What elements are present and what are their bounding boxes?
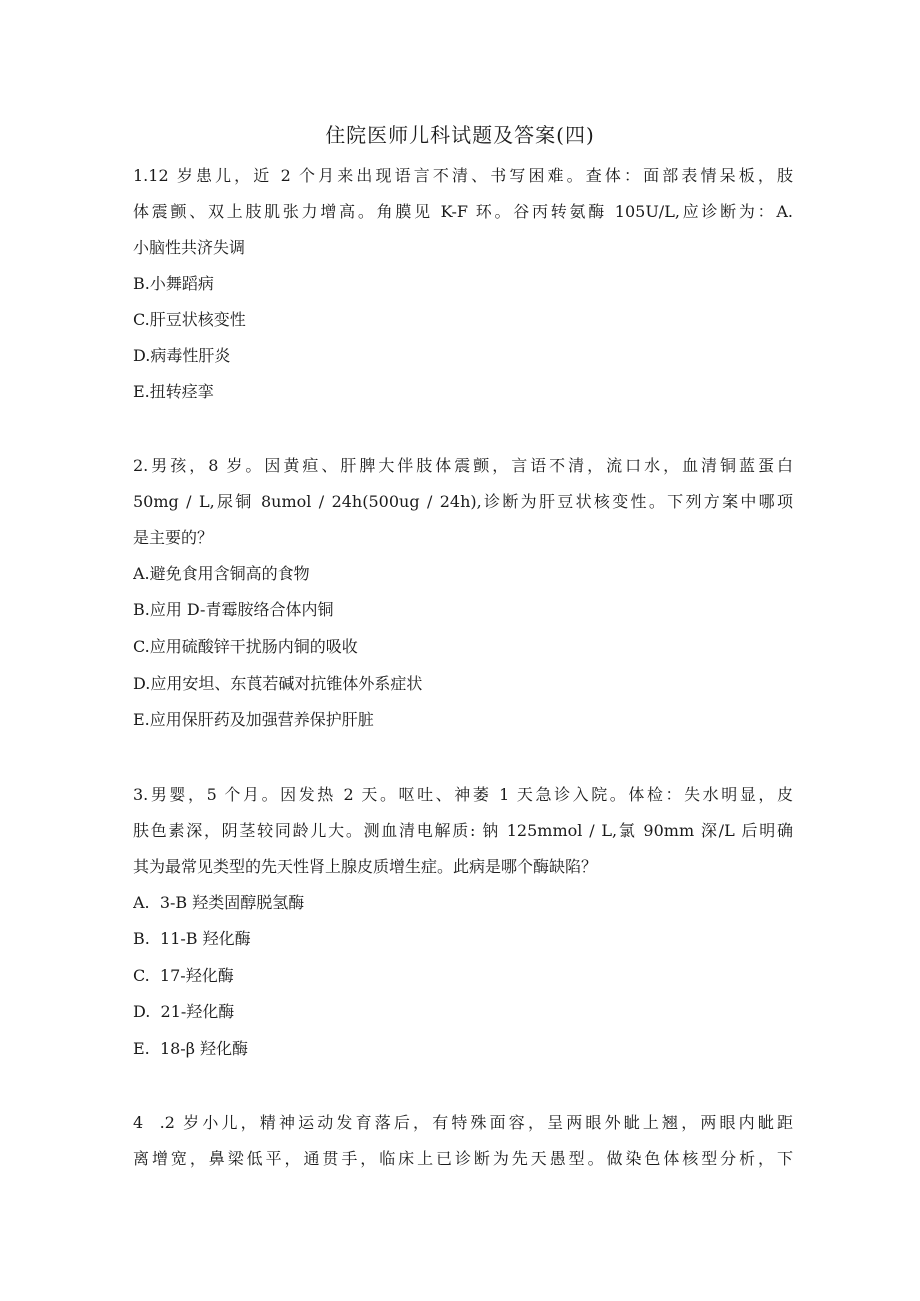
question-1-stem-line-3: 小脑性共济失调 xyxy=(133,238,246,257)
question-4-stem-line-1: 4 .2 岁小儿，精神运动发育落后，有特殊面容，呈两眼外眦上翘，两眼内眦距 xyxy=(133,1113,793,1132)
question-2-stem-line-2: 50mg / L,尿铜 8umol / 24h(500ug / 24h),诊断为肝豆状核变性。下列方案中哪项 xyxy=(133,492,793,511)
document-title: 住院医师儿科试题及答案(四) xyxy=(325,123,595,147)
question-2-stem-line-3: 是主要的？ xyxy=(133,528,214,547)
question-1-option-c: C.肝豆状核变性 xyxy=(133,310,246,329)
question-3-option-d: D. 21-羟化酶 xyxy=(133,1002,235,1021)
question-3-stem-line-1: 3.男婴，5 个月。因发热 2 天。呕吐、神萎 1 天急诊入院。体检：失水明显，皮 xyxy=(133,785,793,804)
question-3-option-c: C. 17-羟化酶 xyxy=(133,966,234,985)
question-1-stem-line-1: 1.12 岁患儿，近 2 个月来出现语言不清、书写困难。查体：面部表情呆板，肢 xyxy=(133,166,793,185)
question-1-stem-line-2: 体震颤、双上肢肌张力增高。角膜见 K-F 环。谷丙转氨酶 105U/L,应诊断为：A. xyxy=(133,202,793,221)
question-2-option-c: C.应用硫酸锌干扰肠内铜的吸收 xyxy=(133,637,358,656)
question-3-option-a: A. 3-B 羟类固醇脱氢酶 xyxy=(133,893,305,912)
question-2-option-b: B.应用 D-青霉胺络合体内铜 xyxy=(133,600,334,619)
question-2-stem-line-1: 2.男孩，8 岁。因黄疸、肝脾大伴肢体震颤，言语不清，流口水，血清铜蓝蛋白 xyxy=(133,456,793,475)
question-2-option-d: D.应用安坦、东莨若碱对抗锥体外系症状 xyxy=(133,674,423,693)
question-3-stem-line-3: 其为最常见类型的先天性肾上腺皮质增生症。此病是哪个酶缺陷？ xyxy=(133,857,598,876)
question-3-option-b: B. 11-B 羟化酶 xyxy=(133,929,251,948)
question-1-option-d: D.病毒性肝炎 xyxy=(133,346,231,365)
question-2-option-e: E.应用保肝药及加强营养保护肝脏 xyxy=(133,710,374,729)
question-3-stem-line-2: 肤色素深，阴茎较同龄儿大。测血清电解质: 钠 125mmol / L,氯 90mm 深/L 后明确 xyxy=(133,821,793,840)
question-1-option-b: B.小舞蹈病 xyxy=(133,274,214,293)
question-4-stem-line-2: 离增宽，鼻梁低平，通贯手，临床上已诊断为先天愚型。做染色体核型分析，下 xyxy=(133,1149,793,1168)
question-3-option-e: E. 18-β 羟化酶 xyxy=(133,1039,249,1058)
question-1-option-e: E.扭转痉挛 xyxy=(133,382,214,401)
question-2-option-a: A.避免食用含铜高的食物 xyxy=(133,564,310,583)
